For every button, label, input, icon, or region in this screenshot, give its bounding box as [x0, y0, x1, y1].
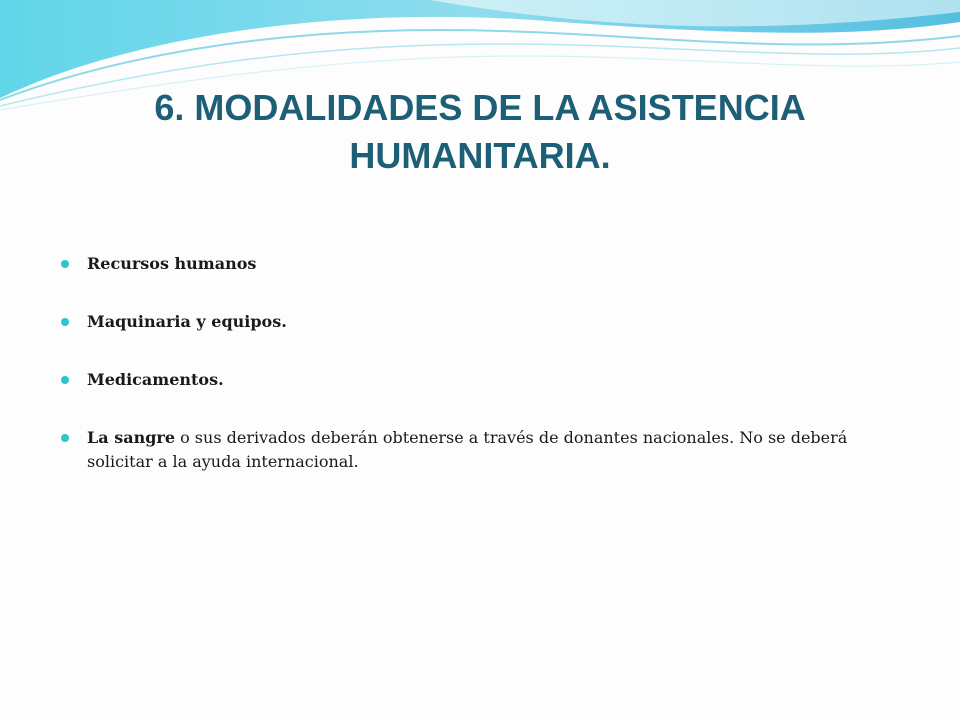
title-line-1: 6. MODALIDADES DE LA ASISTENCIA [154, 87, 806, 128]
slide-title [100, 84, 860, 180]
bullet-icon [61, 260, 69, 268]
bullet-bold-text: La sangre [87, 428, 175, 447]
bullet-icon [61, 376, 69, 384]
bullet-icon [61, 434, 69, 442]
bullet-icon [61, 318, 69, 326]
bullet-item [60, 310, 880, 334]
title-line-2: HUMANITARIA. [349, 135, 611, 176]
bullet-text: Medicamentos. [87, 370, 224, 389]
bullet-item [60, 426, 880, 474]
bullet-text: o sus derivados deberán obtenerse a través de donantes nacionales. No se deberá solicitar a la ayuda internacional. [87, 428, 848, 471]
bullet-list [60, 252, 880, 474]
bullet-item [60, 368, 880, 392]
bullet-text: Maquinaria y equipos. [87, 312, 287, 331]
bullet-item [60, 252, 880, 276]
bullet-text: Recursos humanos [87, 254, 257, 273]
